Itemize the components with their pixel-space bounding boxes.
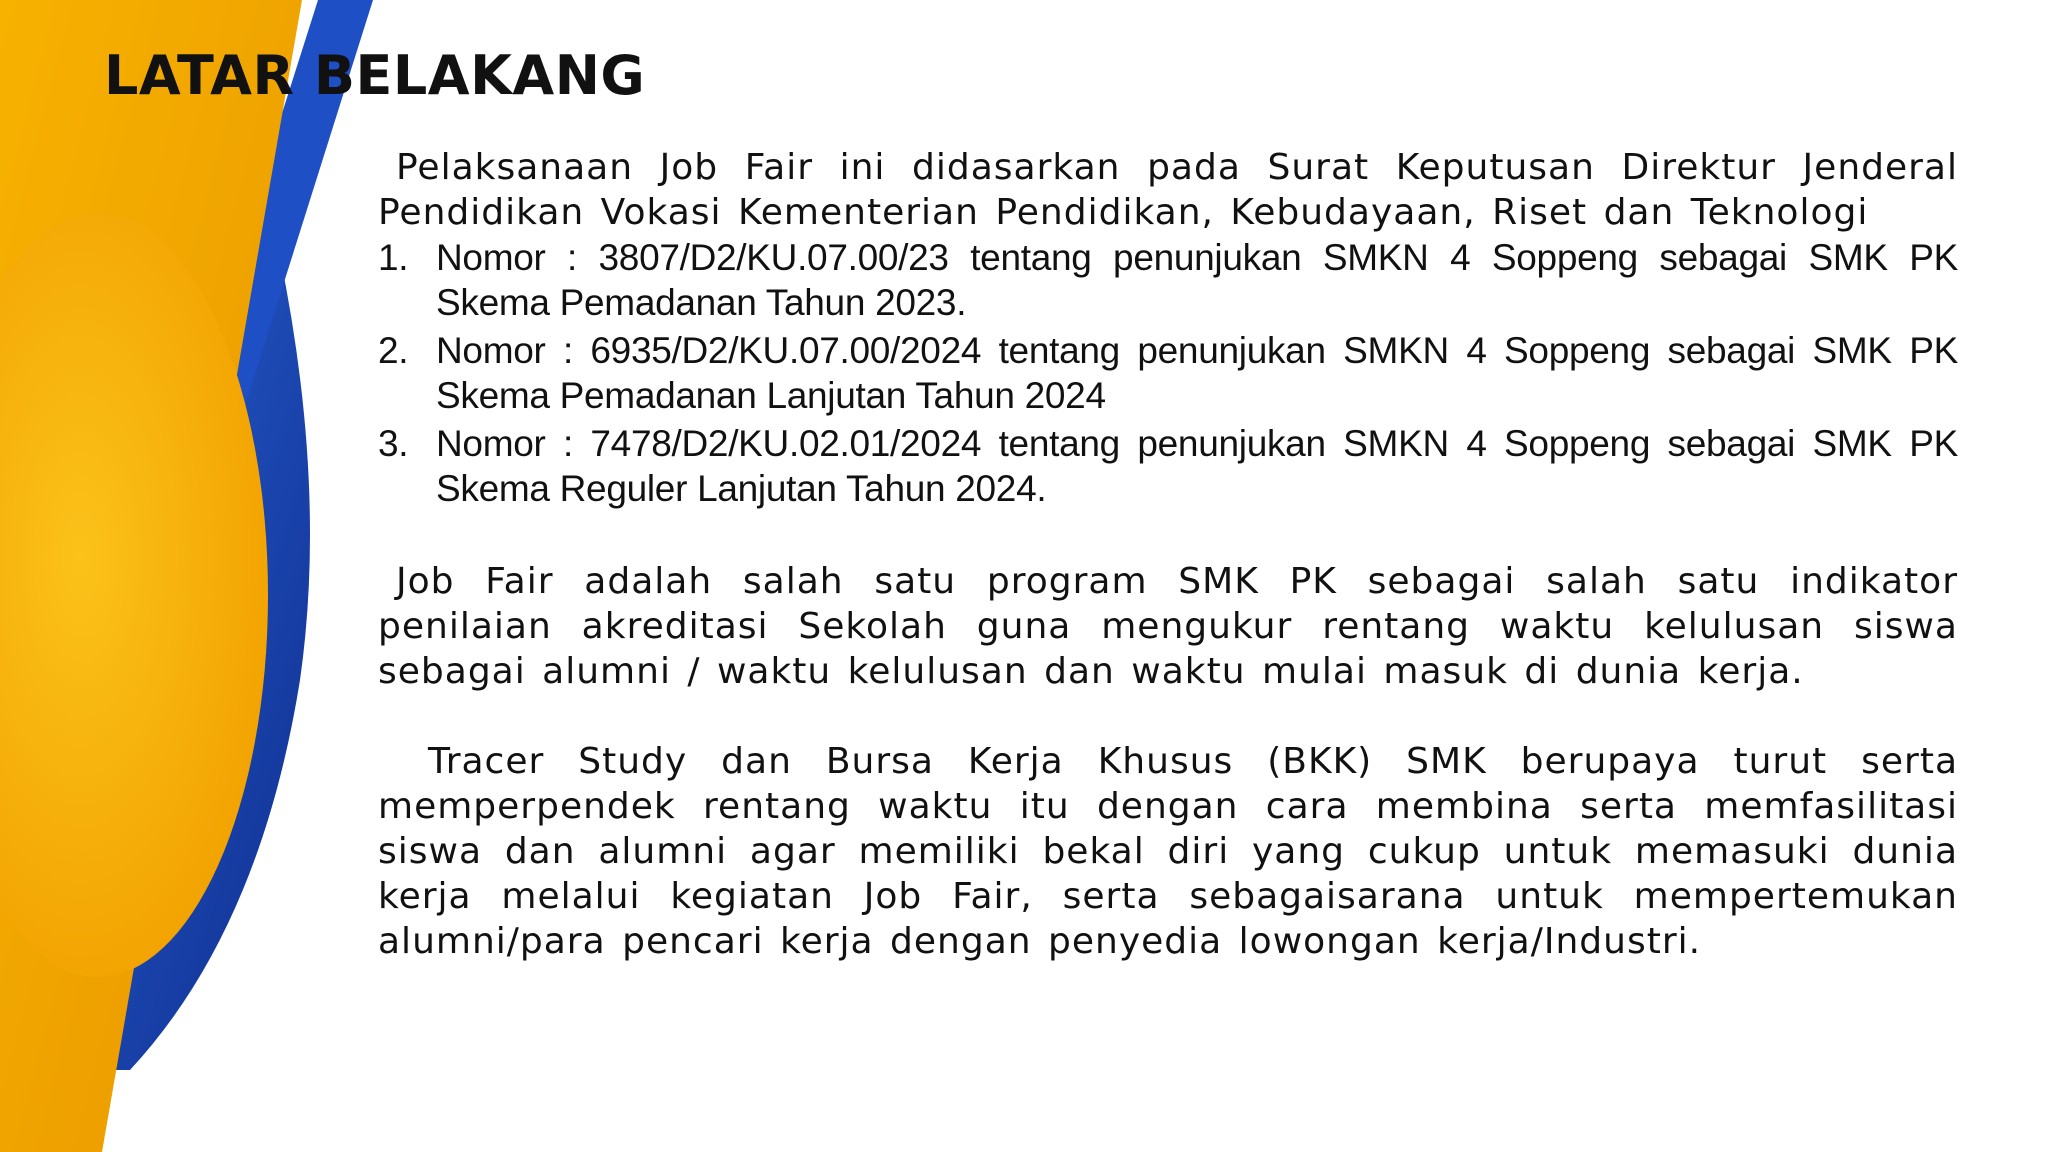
list-number: 1. [378, 237, 409, 278]
list-number: 3. [378, 423, 409, 464]
slide-body [378, 145, 1958, 964]
list-item [378, 235, 1958, 325]
spacer [378, 694, 1958, 739]
list-number: 2. [378, 330, 409, 371]
list-item [378, 421, 1958, 511]
tracer-study-paragraph: Tracer Study dan Bursa Kerja Khusus (BKK) SMK berupaya turut serta memperpendek rentang waktu itu dengan cara membina serta memfasilitasi siswa dan alumni agar memiliki bekal diri yang cukup untuk memasuki dunia kerja melalui kegiatan Job Fair, serta sebagaisarana untuk mempertemukan alumni/para pencari kerja dengan penyedia lowongan kerja/Industri. [378, 741, 1958, 962]
decree-list [378, 235, 1958, 511]
list-text: Nomor : 7478/D2/KU.02.01/2024 tentang penunjukan SMKN 4 Soppeng sebagai SMK PK Skema Reguler Lanjutan Tahun 2024. [436, 423, 1958, 509]
slide-title: LATAR BELAKANG [104, 44, 646, 107]
list-text: Nomor : 3807/D2/KU.07.00/23 tentang penunjukan SMKN 4 Soppeng sebagai SMK PK Skema Pemadanan Tahun 2023. [436, 237, 1958, 323]
intro-paragraph: Pelaksanaan Job Fair ini didasarkan pada Surat Keputusan Direktur Jenderal Pendidikan Vokasi Kementerian Pendidikan, Kebudayaan, Riset dan Teknologi [378, 147, 1958, 233]
list-item [378, 328, 1958, 418]
spacer [378, 514, 1958, 559]
job-fair-paragraph: Job Fair adalah salah satu program SMK PK sebagai salah satu indikator penilaian akreditasi Sekolah guna mengukur rentang waktu kelulusan siswa sebagai alumni / waktu kelulusan dan waktu mulai masuk di dunia kerja. [378, 561, 1958, 692]
list-text: Nomor : 6935/D2/KU.07.00/2024 tentang penunjukan SMKN 4 Soppeng sebagai SMK PK Skema Pemadanan Lanjutan Tahun 2024 [436, 330, 1958, 416]
